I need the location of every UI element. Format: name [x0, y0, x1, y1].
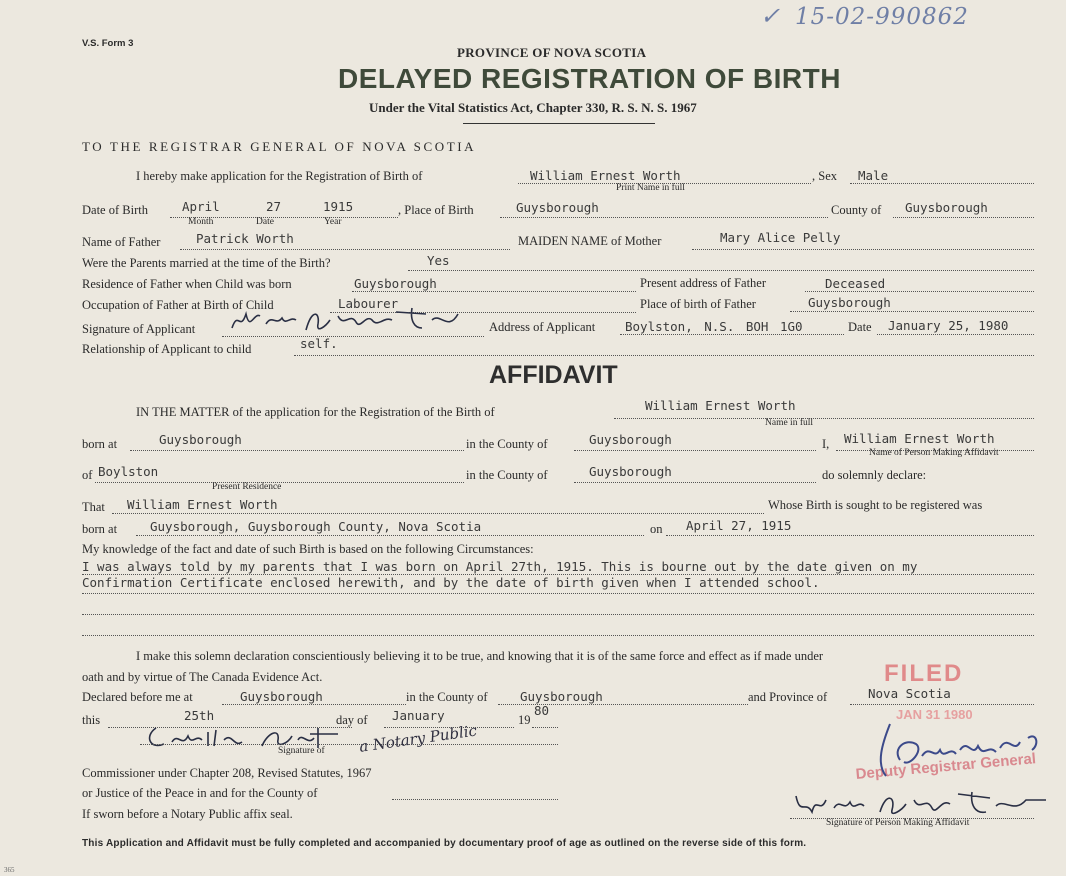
- father-birthplace-value: Guysborough: [808, 295, 891, 310]
- notary-line: If sworn before a Notary Public affix seal.: [82, 807, 293, 821]
- dob-year: 1915: [323, 199, 354, 214]
- dob-date: 27: [266, 199, 282, 214]
- commissioner-signature-line: [140, 744, 558, 745]
- justice-county-line: [392, 799, 558, 800]
- affidavit-title: AFFIDAVIT: [489, 361, 618, 389]
- present-address-label: Present address of Father: [640, 276, 767, 290]
- that-label: That: [82, 500, 105, 514]
- file-number: 15-02-990862: [795, 4, 969, 30]
- handwritten-check: ✓: [760, 2, 781, 30]
- relationship-label: Relationship of Applicant to child: [82, 342, 252, 356]
- deponent-value: William Ernest Worth: [844, 431, 995, 446]
- page-title: DELAYED REGISTRATION OF BIRTH: [338, 63, 841, 94]
- occupation-label: Occupation of Father at Birth of Child: [82, 298, 274, 312]
- deponent-hint: Name of Person Making Affidavit: [869, 448, 999, 458]
- county-label-2: in the County of: [466, 468, 548, 482]
- county-label: County of: [831, 203, 882, 217]
- day-value: 25th: [184, 708, 215, 723]
- of-label: of: [82, 468, 93, 482]
- matter-label: IN THE MATTER of the application for the Registration of the Birth of: [136, 405, 495, 419]
- month-value: January: [392, 708, 445, 723]
- county-line: [893, 217, 1034, 218]
- residence-value-aff: Boylston: [98, 464, 159, 479]
- day-of-label: day of: [336, 713, 368, 727]
- applicant-address-line: [620, 334, 844, 335]
- circ-line-4: [82, 635, 1034, 636]
- maiden-label: MAIDEN NAME of Mother: [518, 234, 662, 248]
- notary-note: a Notary Public: [358, 721, 478, 756]
- filed-stamp: FILED: [884, 660, 964, 687]
- footer-notice: This Application and Affidavit must be fully completed and accompanied by documentary proof of age as outlined on the reverse side of this form.: [82, 838, 807, 849]
- father-birthplace-line: [790, 311, 1034, 312]
- i-label: I,: [822, 437, 830, 451]
- year-prefix: 19: [518, 713, 531, 727]
- addressee: TO THE REGISTRAR GENERAL OF NOVA SCOTIA: [82, 139, 477, 154]
- declared-at-value: Guysborough: [240, 689, 323, 704]
- residence-line: [352, 291, 636, 292]
- residence-hint: Present Residence: [212, 482, 282, 492]
- this-label: this: [82, 713, 101, 727]
- county-line-1: [574, 450, 816, 451]
- circumstance-1: I was always told by my parents that I was born on April 27th, 1915. This is bourne out by the date given on my: [82, 559, 918, 574]
- born-on-value: April 27, 1915: [686, 518, 792, 533]
- date-label: Date: [848, 320, 872, 334]
- county-value-1: Guysborough: [589, 432, 672, 447]
- county-value-2: Guysborough: [589, 464, 672, 479]
- county-value: Guysborough: [905, 200, 988, 215]
- father-value: Patrick Worth: [196, 231, 294, 246]
- born-at-value: Guysborough: [159, 432, 242, 447]
- province-heading: PROVINCE OF NOVA SCOTIA: [457, 45, 647, 60]
- born-at2-label: born at: [82, 522, 118, 536]
- declare-label: do solemnly declare:: [822, 468, 927, 482]
- page-subtitle: Under the Vital Statistics Act, Chapter 330, R. S. N. S. 1967: [369, 100, 697, 115]
- present-address-line: [805, 291, 1034, 292]
- married-line: [408, 270, 1034, 271]
- married-value: Yes: [427, 253, 450, 268]
- date-line: [877, 334, 1034, 335]
- province-label: and Province of: [748, 690, 828, 704]
- relationship-value: self.: [300, 336, 338, 351]
- footer-code: 365: [4, 866, 15, 874]
- place-label: , Place of Birth: [398, 203, 474, 217]
- month-hint: Month: [188, 217, 214, 227]
- province-line: [850, 704, 1034, 705]
- declared-county-label: in the County of: [406, 690, 488, 704]
- declared-at-line: [222, 704, 406, 705]
- declared-label: Declared before me at: [82, 690, 193, 704]
- present-address-value: Deceased: [825, 276, 886, 291]
- mother-line: [692, 249, 1034, 250]
- mother-value: Mary Alice Pelly: [720, 230, 841, 245]
- applicant-child-name: William Ernest Worth: [530, 168, 681, 183]
- knowledge-label: My knowledge of the fact and date of such Birth is based on the following Circumstances:: [82, 542, 534, 556]
- father-line: [180, 249, 510, 250]
- married-label: Were the Parents married at the time of the Birth?: [82, 256, 331, 270]
- justice-line: or Justice of the Peace in and for the County of: [82, 786, 318, 800]
- deponent-signature-image: [790, 786, 1050, 822]
- declared-county-value: Guysborough: [520, 689, 603, 704]
- year-line: [532, 727, 558, 728]
- year-hint: Year: [324, 217, 342, 227]
- signature-label: Signature of Applicant: [82, 322, 196, 336]
- whose-label: Whose Birth is sought to be registered was: [768, 498, 983, 512]
- that-line: [112, 513, 764, 514]
- solemn-2: oath and by virtue of The Canada Evidence Act.: [82, 670, 323, 684]
- circumstance-2: Confirmation Certificate enclosed herewith, and by the date of birth given when I attended school.: [82, 575, 820, 590]
- place-line: [500, 217, 828, 218]
- title-divider: [463, 123, 655, 124]
- born-at-line: [130, 450, 464, 451]
- sex-label: , Sex: [812, 169, 837, 183]
- county-line-2: [574, 482, 816, 483]
- applicant-address-label: Address of Applicant: [489, 320, 596, 334]
- dob-month: April: [182, 199, 220, 214]
- form-number: V.S. Form 3: [82, 38, 134, 49]
- deputy-registrar-stamp: Deputy Registrar General: [855, 750, 1037, 783]
- name-in-full-hint: Name in full: [765, 418, 814, 428]
- circ-line-2: [82, 593, 1034, 594]
- sex-value: Male: [858, 168, 889, 183]
- circ-line-3: [82, 614, 1034, 615]
- place-value: Guysborough: [516, 200, 599, 215]
- province-value: Nova Scotia: [868, 686, 951, 701]
- date-value: January 25, 1980: [888, 318, 1009, 333]
- residence-label: Residence of Father when Child was born: [82, 277, 292, 291]
- sex-line: [850, 183, 1034, 184]
- affidavit-name: William Ernest Worth: [645, 398, 796, 413]
- applicant-address-value: Boylston, N.S. BOH 1G0: [625, 319, 803, 334]
- filed-date-stamp: JAN 31 1980: [896, 707, 973, 722]
- born-place-value: Guysborough, Guysborough County, Nova Scotia: [150, 519, 482, 534]
- residence-value: Guysborough: [354, 276, 437, 291]
- year-suffix: 80: [534, 703, 550, 718]
- relationship-line: [294, 355, 1034, 356]
- application-intro: I hereby make application for the Registration of Birth of: [136, 169, 423, 183]
- registrar-signature-image: [860, 714, 1050, 784]
- county-label-1: in the County of: [466, 437, 548, 451]
- father-label: Name of Father: [82, 235, 161, 249]
- occupation-value: Labourer: [338, 296, 399, 311]
- commissioner-line: Commissioner under Chapter 208, Revised Statutes, 1967: [82, 766, 372, 780]
- born-at-label: born at: [82, 437, 118, 451]
- on-label: on: [650, 522, 663, 536]
- dob-label: Date of Birth: [82, 203, 148, 217]
- that-name: William Ernest Worth: [127, 497, 278, 512]
- print-name-hint: Print Name in full: [616, 183, 685, 193]
- date-hint: Date: [256, 217, 274, 227]
- deponent-signature-hint: Signature of Person Making Affidavit: [826, 818, 970, 828]
- solemn-1: I make this solemn declaration conscientiously believing it to be true, and knowing that it is of the same force and effect as if made under: [136, 649, 824, 663]
- born-place-line: [136, 535, 644, 536]
- signature-of-label: Signature of: [278, 746, 325, 756]
- born-on-line: [666, 535, 1034, 536]
- matter-line: [614, 418, 1034, 419]
- father-birthplace-label: Place of birth of Father: [640, 297, 756, 311]
- applicant-signature-image: [226, 302, 466, 342]
